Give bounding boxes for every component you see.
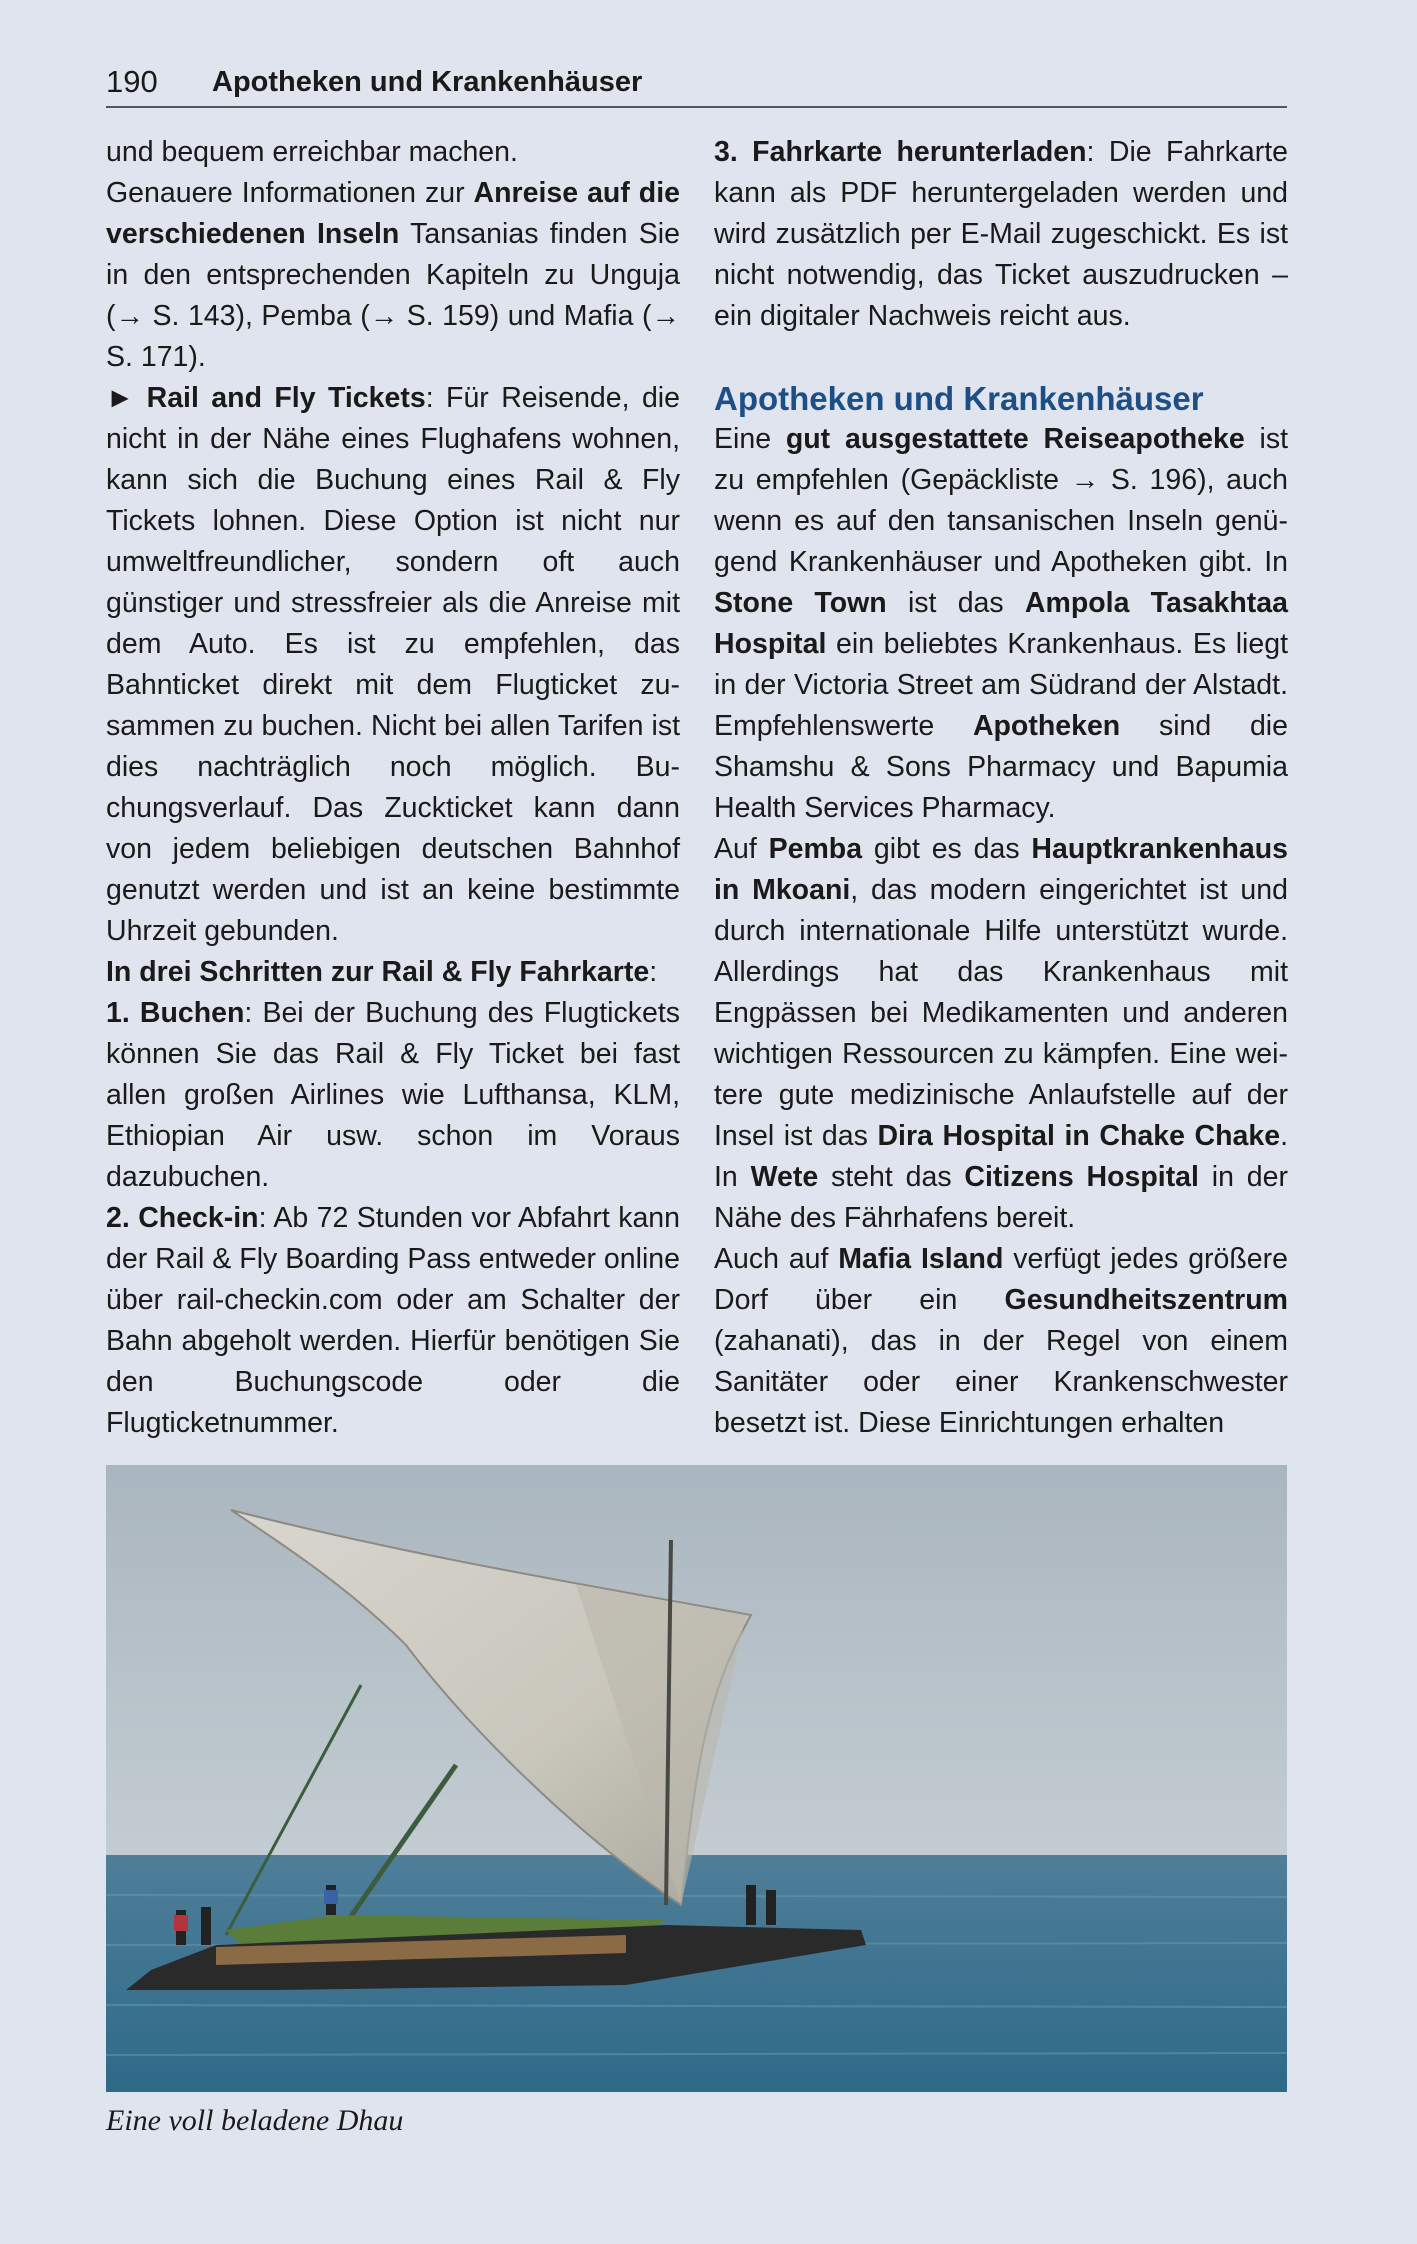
bold-text: 2. Check-in [106,1202,259,1234]
left-column [106,132,680,1444]
page-number: 190 [106,64,158,99]
text: und bequem erreichbar machen. [106,136,518,168]
paragraph [106,173,680,378]
bold-text: gut ausgestattete Reiseapotheke [785,423,1245,455]
paragraph [106,993,680,1198]
text: ► [106,382,147,414]
text: Auch auf [714,1243,839,1275]
bold-text: Wete [750,1161,819,1193]
text: : Für Reisende, die nicht in der Nähe eines Flughafens wohnen, kann sich die Buchung eines Rail & Fly Tickets lohnen. Diese Option ist nicht nur umweltfreundlicher, sondern oft auch günstiger und stressfreier als die Anreise mit dem Auto. Es ist zu empfehlen, das Bahnticket direkt mit dem Flugticket zusammen zu buchen. Nicht bei allen Tarifen ist dies nachträglich noch möglich. Buchungsverlauf. Das Zuckticket kann dann von jedem beliebigen deutschen Bahnhof genutzt werden und ist an keine bestimmte Uhrzeit gebunden. [106,382,680,947]
running-header [106,62,1287,108]
text: steht das [818,1161,965,1193]
paragraph [106,378,680,952]
text: sind die Shamshu & Sons Pharmacy und Bapumia Health Services Pharmacy. [714,710,1288,824]
bold-text: Mafia Island [838,1243,1004,1275]
bold-text: Anreise auf die verschiedenen Inseln [106,177,680,250]
paragraph [106,952,680,993]
bold-text: Stone Town [714,587,887,619]
running-title: Apotheken und Krankenhäuser [212,66,643,98]
bold-text: Ampola Tasakhtaa Hospital [714,587,1288,660]
section-heading: Apotheken und Krankenhäuser [714,380,1204,417]
bold-text: Rail and Fly Tickets [146,382,426,414]
right-body [714,419,1288,1444]
dhow-photo [106,1465,1287,2092]
bold-text: 3. Fahrkarte herunterladen [714,136,1087,168]
text: . In [714,1120,1289,1193]
paragraph [714,829,1288,1239]
text: : Ab 72 Stunden vor Abfahrt kann der Rail & Fly Boarding Pass entweder online über rail-checkin.com oder am Schalter der Bahn abgeholt werden. Hierfür benötigen Sie den Buchungscode oder die Flugticketnummer. [106,1202,681,1439]
text: ist das [886,587,1025,619]
bold-text: Hauptkrankenhaus in Mkoani [714,833,1288,906]
text: , das modern eingerichtet ist und durch internationale Hilfe unterstützt wurde. Allerdings hat das Krankenhaus mit Engpässen bei Medikamenten und anderen wichtigen Ressourcen zu kämpfen. Eine weitere gute medizinische Anlaufstelle auf der Insel ist das [714,874,1288,1152]
bold-text: Citizens Hospital [964,1161,1199,1193]
text: in der Nähe des Fährhafens bereit. [714,1161,1288,1234]
paragraph [714,132,1288,337]
bold-text: In drei Schritten zur Rail & Fly Fahrkarte [106,956,650,988]
right-column [714,132,1288,1444]
bold-text: Apotheken [972,710,1121,742]
paragraph [714,419,1288,829]
paragraph [106,132,680,173]
text: Auf [714,833,769,865]
text: gibt es das [862,833,1032,865]
bold-text: Gesundheitszentrum [1004,1284,1288,1316]
paragraph [106,1198,680,1444]
text: (zahanati), das in der Regel von einem Sanitäter oder einer Krankenschwester besetzt ist. Diese Einrichtungen erhalten [714,1325,1288,1439]
bold-text: 1. Buchen [106,997,245,1029]
text: verfügt jedes größere Dorf über ein [714,1243,1289,1316]
paragraph [714,1239,1288,1444]
text: : Bei der Buchung des Flugtickets können Sie das Rail & Fly Ticket bei fast allen großen Airlines wie Lufthansa, KLM, Ethiopian Air usw. schon im Voraus dazubuchen. [106,997,680,1193]
bold-text: Pemba [768,833,863,865]
text: ist zu empfehlen (Gepäckliste → S. 196), auch wenn es auf den tansanischen Inseln genügend Krankenhäuser und Apotheken gibt. In [714,423,1288,578]
text: Genauere Informationen zur [106,177,474,209]
right-intro [714,132,1288,337]
photo-caption: Eine voll beladene Dhau [106,2104,404,2137]
text: Eine [714,423,786,455]
bold-text: Dira Hospital in Chake Chake [877,1120,1281,1152]
text: : [649,956,658,988]
text: Tansanias finden Sie in den entsprechenden Kapiteln zu Unguja (→ S. 143), Pemba (→ S. 159) und Mafia (→ S. 171). [106,218,680,373]
text: : Die Fahrkarte kann als PDF heruntergeladen werden und wird zusätzlich per E-Mail zugeschickt. Es ist nicht notwendig, das Ticket auszudrucken – ein digitaler Nachweis reicht aus. [714,136,1288,332]
text: ein beliebtes Krankenhaus. Es liegt in der Victoria Street am Südrand der Alstadt. Empfehlenswerte [714,628,1288,742]
